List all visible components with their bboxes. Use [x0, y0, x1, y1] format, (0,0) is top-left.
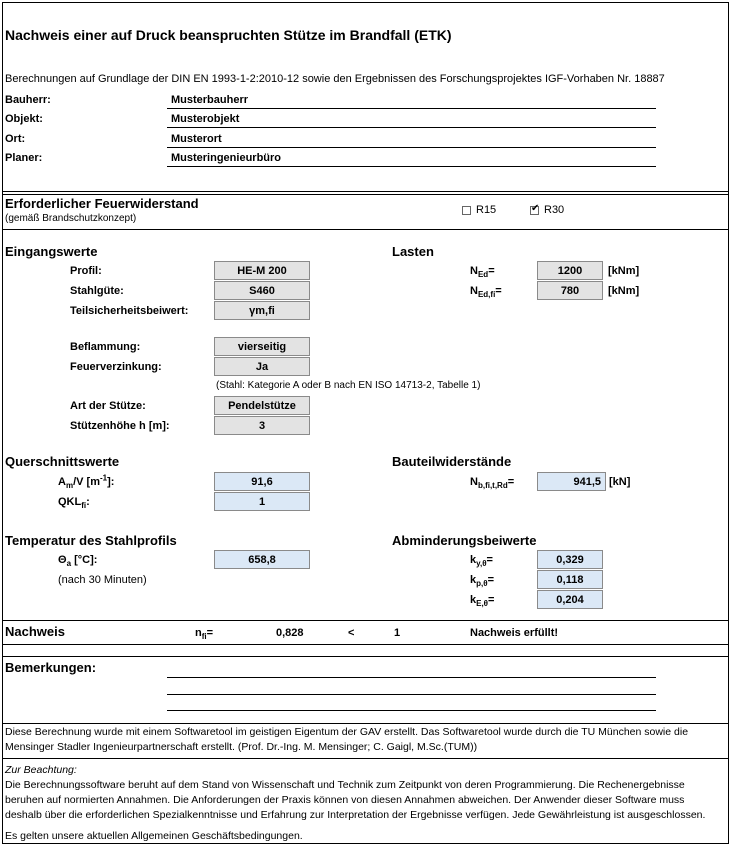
- remarks-line[interactable]: [167, 694, 656, 695]
- profil-field[interactable]: HE-M 200: [214, 261, 310, 280]
- ort-underline: [167, 147, 656, 148]
- temperature-heading: Temperatur des Stahlprofils: [5, 533, 177, 548]
- comparison-operator: <: [348, 627, 355, 639]
- bauherr-underline: [167, 108, 656, 109]
- terms-note: Es gelten unsere aktuellen Allgemeinen Geschäftsbedingungen.: [5, 830, 303, 842]
- nbfi-unit: [kN]: [609, 476, 631, 488]
- ky-label: $k_{y,\theta}=$: [470, 554, 493, 569]
- document-title: Nachweis einer auf Druck beanspruchten Stütze im Brandfall (ETK): [5, 27, 452, 43]
- fire-resistance-heading: Erforderlicher Feuerwiderstand: [5, 196, 199, 211]
- planer-underline: [167, 166, 656, 167]
- ort-value: Musterort: [171, 133, 222, 145]
- r30-checkbox[interactable]: [530, 203, 540, 215]
- attention-heading: Zur Beachtung:: [5, 764, 77, 776]
- qkl-value: 1: [214, 492, 310, 511]
- basis-note: Berechnungen auf Grundlage der DIN EN 1993-1-2:2010-12 sowie den Ergebnissen des Forschungsprojektes IGF-Vorhaben Nr. 18887: [5, 73, 665, 85]
- planer-label: Planer:: [5, 152, 43, 164]
- time-note: (nach 30 Minuten): [58, 574, 147, 586]
- nfi-value: 0,828: [276, 627, 304, 639]
- amv-value: 91,6: [214, 472, 310, 491]
- kp-label: $k_{p,\theta}=$: [470, 574, 494, 589]
- nedfi-field[interactable]: 780: [537, 281, 603, 300]
- theta-value: 658,8: [214, 550, 310, 569]
- ke-value: 0,204: [537, 590, 603, 609]
- zinc-note: (Stahl: Kategorie A oder B nach EN ISO 14713-2, Tabelle 1): [216, 380, 481, 391]
- divider: [2, 656, 729, 657]
- cross-section-heading: Querschnittswerte: [5, 454, 120, 469]
- remarks-heading: Bemerkungen:: [5, 660, 97, 675]
- r15-checkbox[interactable]: [462, 206, 471, 215]
- ned-field[interactable]: 1200: [537, 261, 603, 280]
- ky-value: 0,329: [537, 550, 603, 569]
- nbfi-value: 941,5: [537, 472, 606, 491]
- teilsicherheit-label: Teilsicherheitsbeiwert:: [70, 305, 189, 317]
- divider: [2, 194, 729, 195]
- nbfi-label: $N_{b,fi,t,Rd}=$: [470, 476, 515, 491]
- verification-result: Nachweis erfüllt!: [470, 627, 559, 639]
- beflammung-field[interactable]: vierseitig: [214, 337, 310, 356]
- nedfi-unit: [kNm]: [608, 285, 640, 297]
- divider: [2, 723, 729, 724]
- fire-resistance-subheading: (gemäß Brandschutzkonzept): [5, 213, 137, 224]
- r30-label: R30: [544, 204, 565, 216]
- stahlguete-field[interactable]: S460: [214, 281, 310, 300]
- reduction-heading: Abminderungsbeiwerte: [392, 533, 537, 548]
- tool-note: Diese Berechnung wurde mit einem Softwaretool im geistigen Eigentum der GAV erstellt. Das Softwaretool wurde durch die TU München sowie die Mensinger Stadler Ingenieurpartnerschaft erstellt. (Prof. Dr.-Ing. M. Mensinger; C. Gaigl, M.Sc.(TUM)): [5, 726, 689, 753]
- ned-unit: [kNm]: [608, 265, 640, 277]
- art-field[interactable]: Pendelstütze: [214, 396, 310, 415]
- loads-heading: Lasten: [392, 244, 434, 259]
- feuerverzinkung-field[interactable]: Ja: [214, 357, 310, 376]
- verification-heading: Nachweis: [5, 624, 65, 639]
- teilsicherheit-field[interactable]: γm,fi: [214, 301, 310, 320]
- amv-label: $A_m/V$ $[m^{-1}]$:: [58, 473, 115, 491]
- bauherr-label: Bauherr:: [5, 94, 51, 106]
- objekt-label: Objekt:: [5, 113, 43, 125]
- nfi-label: $n_{fi}=$: [195, 627, 214, 642]
- divider: [2, 229, 729, 230]
- inputs-heading: Eingangswerte: [5, 244, 98, 259]
- r15-label: R15: [476, 204, 497, 216]
- remarks-line[interactable]: [167, 677, 656, 678]
- bauherr-value: Musterbauherr: [171, 94, 249, 106]
- divider: [2, 758, 729, 759]
- remarks-line[interactable]: [167, 710, 656, 711]
- hoehe-field[interactable]: 3: [214, 416, 310, 435]
- art-label: Art der Stütze:: [70, 400, 146, 412]
- feuerverzinkung-label: Feuerverzinkung:: [70, 361, 162, 373]
- beflammung-label: Beflammung:: [70, 341, 141, 353]
- divider: [2, 644, 729, 645]
- ort-label: Ort:: [5, 133, 26, 145]
- kp-value: 0,118: [537, 570, 603, 589]
- objekt-underline: [167, 127, 656, 128]
- planer-value: Musteringenieurbüro: [171, 152, 282, 164]
- resistance-heading: Bauteilwiderstände: [392, 454, 512, 469]
- attention-text: Die Berechnungssoftware beruht auf dem Stand von Wissenschaft und Technik zum Zeitpunkt von deren Programmierung. Die Rechenergebnisse beruhen auf normierten Annahmen. Die Anforderungen der Praxis können von diesen Annahmen abweichen. Der Anwender dieser Software muss deshalb über die erforderlichen Spezialkenntnisse und Erfahrung zur Interpretation der Ergebnisse verfügen. Jede Gewährleistung ist ausgeschlossen.: [5, 779, 706, 821]
- ned-label: $N_{Ed}=$: [470, 265, 495, 280]
- ke-label: $k_{E,\theta}=$: [470, 594, 495, 609]
- objekt-value: Musterobjekt: [171, 113, 240, 125]
- divider: [2, 191, 729, 192]
- hoehe-label: Stützenhöhe h [m]:: [70, 420, 170, 432]
- profil-label: Profil:: [70, 265, 102, 277]
- stahlguete-label: Stahlgüte:: [70, 285, 124, 297]
- qkl-label: $QKL_{fi}$:: [58, 496, 90, 511]
- nedfi-label: $N_{Ed,fi}=$: [470, 285, 502, 300]
- limit-value: 1: [394, 627, 401, 639]
- theta-label: $\Theta_a$ [°C]:: [58, 554, 98, 569]
- check-icon: ✔: [531, 203, 540, 214]
- divider: [2, 620, 729, 621]
